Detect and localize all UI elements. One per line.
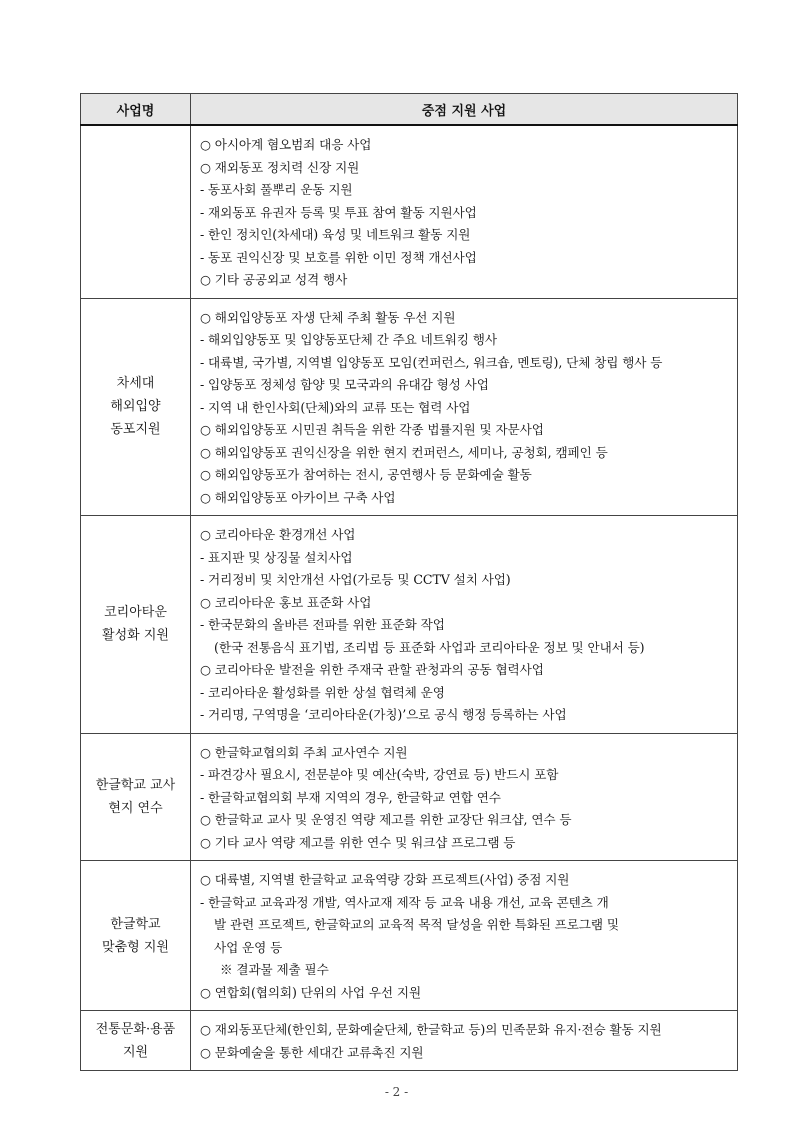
program-name-cell bbox=[81, 516, 191, 734]
support-item-line: ○ 아시아계 혐오범죄 대응 사업 bbox=[200, 137, 372, 152]
support-item-line: - 지역 내 한인사회(단체)와의 교류 또는 협력 사업 bbox=[200, 399, 471, 415]
header-program-name: 사업명 bbox=[81, 94, 191, 126]
program-name-line: 동포지원 bbox=[110, 422, 161, 438]
support-item-line: ○ 연합회(협의회) 단위의 사업 우선 지원 bbox=[200, 984, 422, 1000]
support-item-line: ○ 코리아타운 발전을 위한 주재국 관할 관청과의 공동 협력사업 bbox=[200, 662, 544, 677]
header-key-support: 중점 지원 사업 bbox=[191, 94, 738, 126]
support-item-line: ○ 해외입양동포 권익신장을 위한 현지 컨퍼런스, 세미나, 공청회, 캠페인 등 bbox=[200, 444, 608, 460]
support-item-line: ○ 재외동포단체(한인회, 문화예술단체, 한글학교 등)의 민족문화 유지·전승 활동 지원 bbox=[200, 1022, 662, 1037]
support-item-line: (한국 전통음식 표기법, 조리법 등 표준화 사업과 코리아타운 정보 및 안내서 등) bbox=[214, 639, 645, 655]
support-item-line: - 한국문화의 올바른 전파를 위한 표준화 작업 bbox=[200, 617, 445, 632]
support-item-line: - 파견강사 필요시, 전문분야 및 예산(숙박, 강연료 등) 반드시 포함 bbox=[200, 767, 559, 782]
table-row bbox=[81, 1011, 738, 1071]
table-row bbox=[81, 298, 738, 516]
support-item-line: ○ 해외입양동포 자생 단체 주최 활동 우선 지원 bbox=[200, 309, 456, 325]
support-content-cell bbox=[191, 125, 738, 298]
support-item-line: - 거리명, 구역명을 ‘코리아타운(가칭)’으로 공식 행정 등록하는 사업 bbox=[200, 707, 567, 722]
support-content-cell bbox=[191, 298, 738, 516]
support-item-line: - 한글학교 교육과정 개발, 역사교재 제작 등 교육 내용 개선, 교육 콘텐츠 개 bbox=[200, 894, 609, 910]
support-item-line: 발 관련 프로젝트, 한글학교의 교육적 목적 달성을 위한 특화된 프로그램 및 bbox=[214, 917, 619, 932]
program-name-cell bbox=[81, 125, 191, 298]
program-name-line: 한글학교 bbox=[110, 916, 161, 932]
support-item-line: ○ 재외동포 정치력 신장 지원 bbox=[200, 159, 360, 175]
support-item-line: ○ 한글학교협의회 주최 교사연수 지원 bbox=[200, 744, 408, 760]
table-row bbox=[81, 733, 738, 861]
support-content-cell bbox=[191, 1011, 738, 1071]
support-item-line: ○ 해외입양동포가 참여하는 전시, 공연행사 등 문화예술 활동 bbox=[200, 467, 532, 482]
table-row bbox=[81, 861, 738, 1011]
support-item-line: - 한글학교협의회 부재 지역의 경우, 한글학교 연합 연수 bbox=[200, 789, 501, 805]
page-number: - 2 - bbox=[384, 1085, 409, 1099]
support-item-line: ○ 코리아타운 홍보 표준화 사업 bbox=[200, 594, 372, 610]
support-program-table bbox=[80, 93, 738, 1071]
support-content-cell bbox=[191, 733, 738, 861]
support-item-line: - 해외입양동포 및 입양동포단체 간 주요 네트워킹 행사 bbox=[200, 332, 497, 347]
support-item-line: ○ 대륙별, 지역별 한글학교 교육역량 강화 프로젝트(사업) 중점 지원 bbox=[200, 872, 570, 887]
program-name-line: 코리아타운 bbox=[104, 605, 167, 621]
program-name-line: 활성화 지원 bbox=[102, 628, 169, 644]
support-item-line: - 한인 정치인(차세대) 육성 및 네트워크 활동 지원 bbox=[200, 227, 471, 242]
program-name-line: 맞춤형 지원 bbox=[102, 939, 169, 955]
support-item-line: ○ 한글학교 교사 및 운영진 역량 제고를 위한 교장단 워크샵, 연수 등 bbox=[200, 812, 572, 827]
support-item-line: 사업 운영 등 bbox=[214, 939, 283, 955]
support-item-line: ○ 해외입양동포 시민권 취득을 위한 각종 법률지원 및 자문사업 bbox=[200, 422, 544, 437]
program-name-cell bbox=[81, 1011, 191, 1071]
support-content-cell bbox=[191, 516, 738, 734]
support-item-line: - 동포사회 풀뿌리 운동 지원 bbox=[200, 182, 353, 197]
support-content-cell bbox=[191, 861, 738, 1011]
support-item-line: - 거리정비 및 치안개선 사업(가로등 및 CCTV 설치 사업) bbox=[200, 572, 511, 587]
support-item-line: - 표지판 및 상징물 설치사업 bbox=[200, 549, 353, 565]
support-item-line: ○ 코리아타운 환경개선 사업 bbox=[200, 527, 356, 542]
support-item-line: ○ 기타 공공외교 성격 행사 bbox=[200, 272, 348, 287]
program-name-cell bbox=[81, 861, 191, 1011]
support-item-line: ○ 문화예술을 통한 세대간 교류촉진 지원 bbox=[200, 1044, 424, 1060]
support-item-line: - 대륙별, 국가별, 지역별 입양동포 모임(컨퍼런스, 워크숍, 멘토링), 단체 창립 행사 등 bbox=[200, 354, 663, 370]
support-item-line: - 코리아타운 활성화를 위한 상설 협력체 운영 bbox=[200, 684, 445, 700]
program-name-cell bbox=[81, 298, 191, 516]
support-item-line: ○ 기타 교사 역량 제고를 위한 연수 및 워크샵 프로그램 등 bbox=[200, 834, 516, 850]
program-name-line: 전통문화·용품 bbox=[95, 1021, 176, 1037]
table-row bbox=[81, 125, 738, 298]
program-name-line: 해외입양 bbox=[110, 399, 161, 415]
program-name-line: 한글학교 교사 bbox=[95, 777, 176, 793]
support-item-line: - 동포 권익신장 및 보호를 위한 이민 정책 개선사업 bbox=[200, 249, 477, 265]
support-item-line: ○ 해외입양동포 아카이브 구축 사업 bbox=[200, 489, 396, 505]
support-item-line: ※ 결과물 제출 필수 bbox=[220, 962, 329, 977]
program-name-line: 차세대 bbox=[116, 376, 155, 392]
support-item-line: - 입양동포 정체성 함양 및 모국과의 유대감 형성 사업 bbox=[200, 377, 489, 392]
program-name-line: 지원 bbox=[122, 1044, 149, 1060]
table-body bbox=[81, 125, 738, 1071]
table-header-row bbox=[81, 94, 738, 126]
program-name-line: 현지 연수 bbox=[108, 800, 163, 816]
program-name-cell bbox=[81, 733, 191, 861]
table-row bbox=[81, 516, 738, 734]
support-item-line: - 재외동포 유권자 등록 및 투표 참여 활동 지원사업 bbox=[200, 204, 477, 220]
